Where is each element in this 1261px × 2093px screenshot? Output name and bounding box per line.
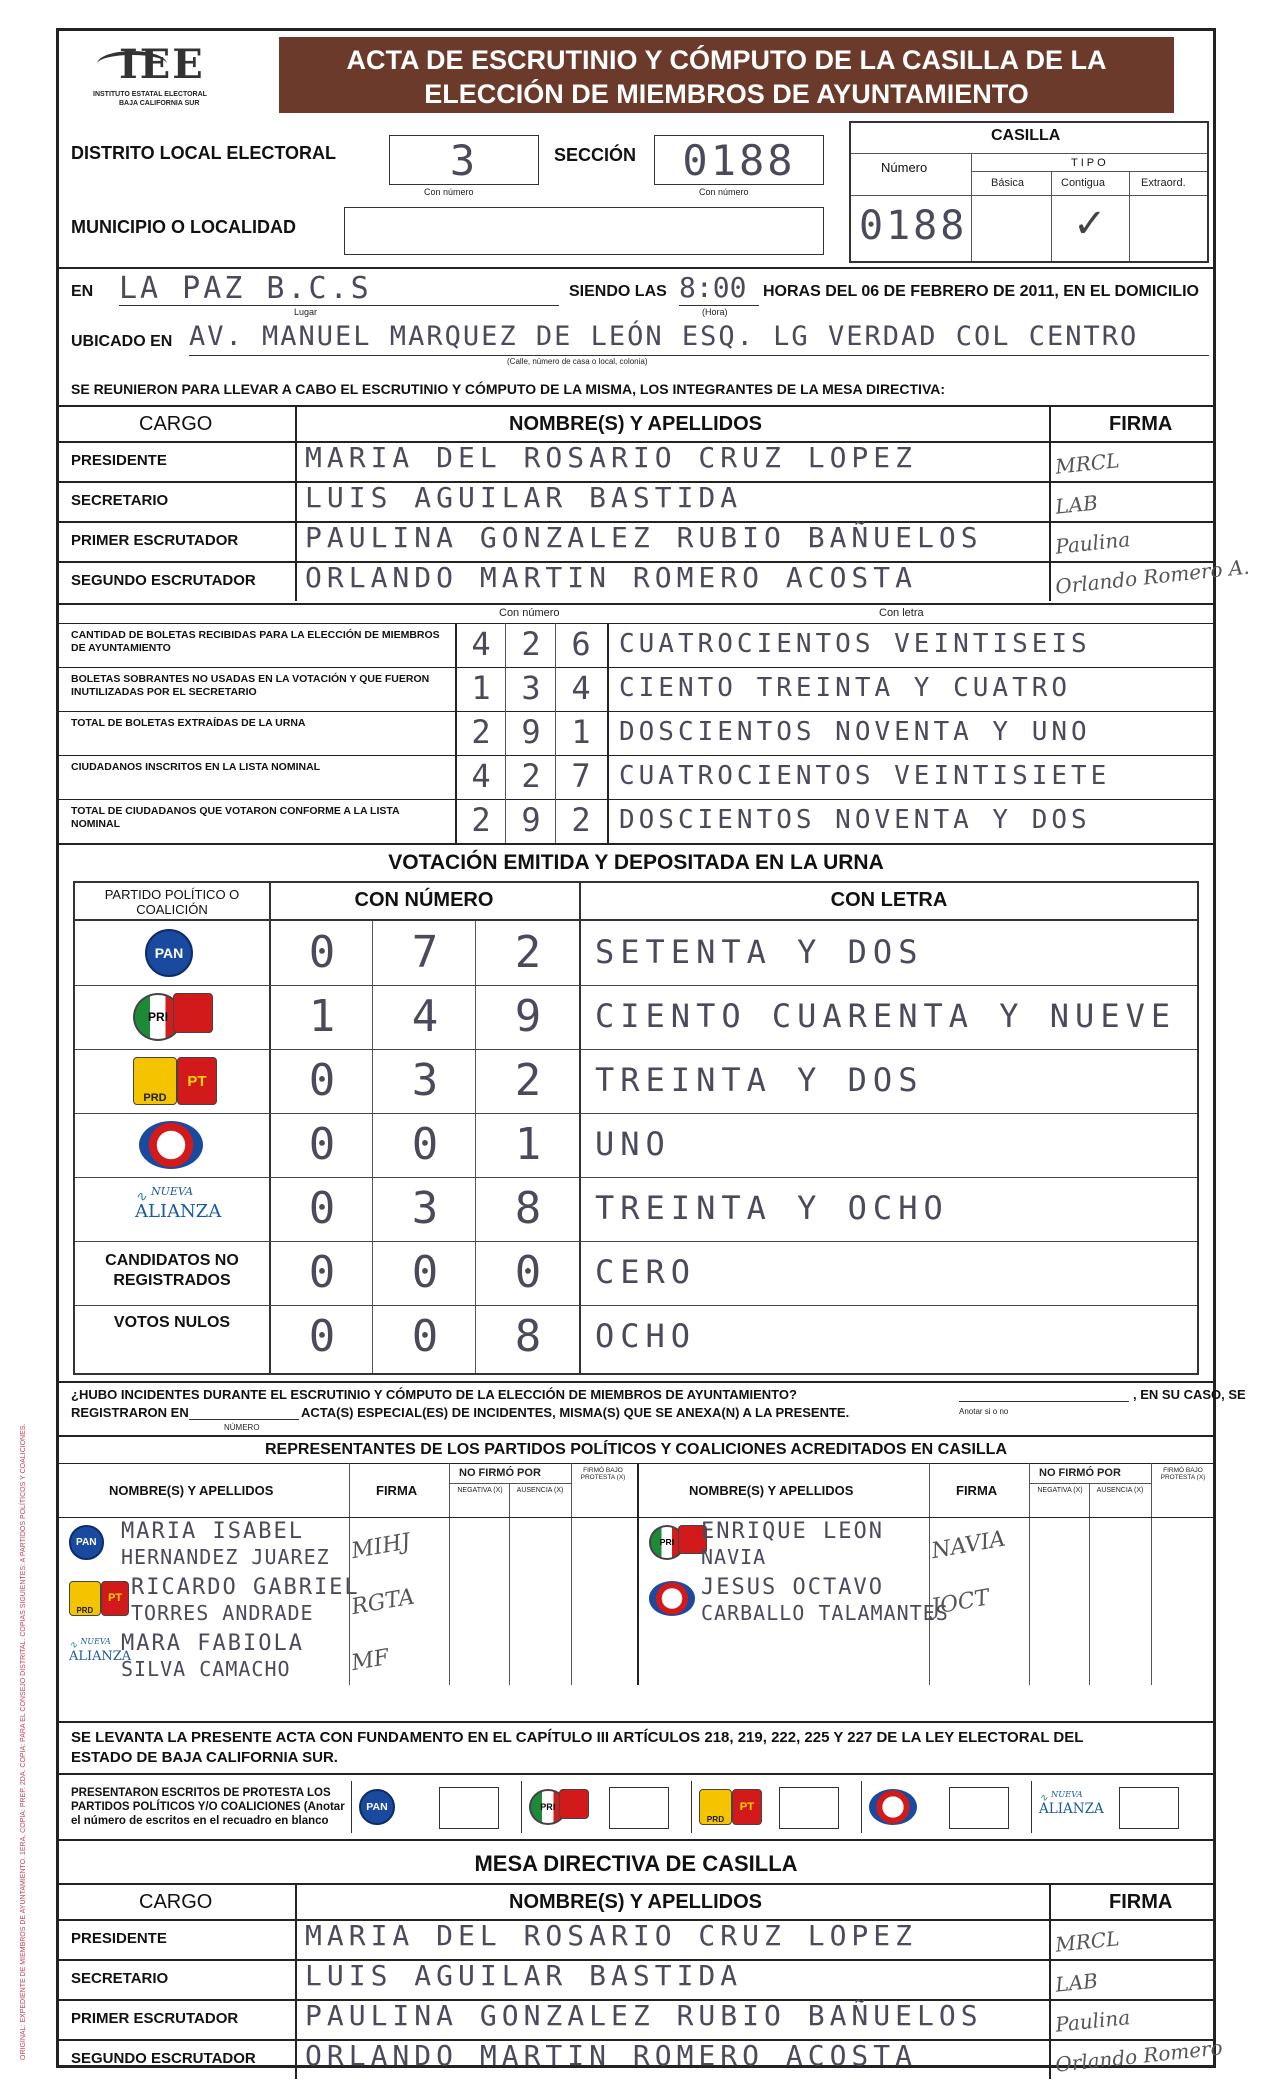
incidentes-line-2-end: ACTA(S) ESPECIAL(ES) DE INCIDENTES, MISMA(S) QUE SE ANEXA(N) A LA PRESENTE. — [301, 1405, 850, 1420]
divider — [691, 1781, 692, 1833]
letra-cell[interactable]: CUATROCIENTOS VEINTISEIS — [619, 629, 1091, 659]
boletas-row — [59, 623, 1213, 667]
no-firmo-header: NO FIRMÓ POR — [459, 1467, 541, 1479]
vote-digit[interactable]: 0 — [308, 1247, 336, 1298]
cargo-cell: SEGUNDO ESCRUTADOR — [71, 2050, 256, 2067]
nombre-cell[interactable]: MARIA DEL ROSARIO CRUZ LOPEZ — [305, 1919, 918, 1952]
digit-cell[interactable]: 9 — [521, 713, 541, 751]
divider — [637, 1463, 639, 1685]
seccion-hint: Con número — [699, 187, 749, 197]
nombre-cell[interactable]: LUIS AGUILAR BASTIDA — [305, 1959, 743, 1992]
protesta-count-box[interactable] — [439, 1787, 499, 1829]
nombre-cell[interactable]: ORLANDO MARTIN ROMERO ACOSTA — [305, 561, 918, 594]
divider — [59, 1463, 1213, 1464]
mesa-row — [59, 1959, 1213, 1999]
boletas-row — [59, 799, 1213, 843]
vote-digit[interactable]: 0 — [308, 1183, 336, 1234]
rep-nombre-header: NOMBRE(S) Y APELLIDOS — [689, 1483, 854, 1498]
vote-digit[interactable]: 0 — [411, 1311, 439, 1362]
pan-icon: PAN — [145, 929, 193, 977]
rep-nombre-1[interactable]: MARA FABIOLA — [121, 1631, 304, 1656]
mesa-row — [59, 1919, 1213, 1959]
digit-cell[interactable]: 1 — [471, 669, 491, 707]
vote-digit[interactable]: 2 — [514, 1055, 542, 1106]
rep-firma-header: FIRMA — [956, 1483, 998, 1498]
mesa-bottom-title: MESA DIRECTIVA DE CASILLA — [474, 1851, 798, 1876]
vote-digit[interactable]: 7 — [411, 927, 439, 978]
digit-cell[interactable]: 2 — [471, 713, 491, 751]
cargo-cell: PRIMER ESCRUTADOR — [71, 532, 239, 549]
pt-icon: PT — [732, 1789, 762, 1825]
no-firmo-header: NO FIRMÓ POR — [1039, 1467, 1121, 1479]
mesa-row — [59, 1999, 1213, 2039]
divider — [505, 799, 506, 843]
rep-nombre-2[interactable]: NAVIA — [701, 1545, 767, 1569]
votacion-table — [73, 881, 1199, 1375]
divider — [555, 799, 556, 843]
casilla-box — [849, 121, 1209, 263]
vote-digit[interactable]: 0 — [514, 1247, 542, 1298]
cargo-cell: SEGUNDO ESCRUTADOR — [71, 572, 256, 589]
anotar-hint: Anotar si o no — [959, 1407, 1009, 1416]
calle-hint: (Calle, número de casa o local, colonia) — [507, 357, 648, 366]
firma-signature: Orlando Romero — [1054, 2035, 1224, 2077]
divider — [505, 711, 506, 755]
firma-header: FIRMA — [1109, 413, 1173, 435]
votacion-row — [75, 1049, 1197, 1113]
digit-cell[interactable]: 2 — [521, 757, 541, 795]
vote-digit[interactable]: 4 — [411, 991, 439, 1042]
divider — [59, 1435, 1213, 1437]
firma-signature: MRCL — [1054, 448, 1121, 479]
rep-firma: MIHJ — [349, 1529, 413, 1565]
mesa-row — [59, 521, 1213, 561]
en-value: LA PAZ B.C.S — [119, 271, 559, 306]
cargo-header: CARGO — [139, 1891, 213, 1913]
con-numero-header: CON NÚMERO — [354, 889, 494, 911]
divider — [555, 623, 556, 667]
protesta-count-box[interactable] — [609, 1787, 669, 1829]
rep-firma: JOCT — [929, 1585, 992, 1621]
en-label: EN — [71, 283, 94, 300]
pt-icon: PT — [101, 1581, 130, 1616]
letra-cell[interactable]: CUATROCIENTOS VEINTISIETE — [619, 761, 1111, 791]
casilla-numero-value: 0188 — [859, 203, 968, 249]
renovacion-icon — [649, 1581, 695, 1616]
vote-digit[interactable]: 0 — [308, 927, 336, 978]
representante-row — [59, 1517, 634, 1573]
representantes-title: REPRESENTANTES DE LOS PARTIDOS POLÍTICOS Y COALICIONES ACREDITADOS EN CASILLA — [265, 1441, 1007, 1458]
divider — [449, 1483, 571, 1484]
pri-icon: PRI — [529, 1789, 567, 1825]
letra-cell[interactable]: DOSCIENTOS NOVENTA Y DOS — [619, 805, 1091, 835]
vote-letra[interactable]: CERO — [595, 1253, 697, 1291]
prd-icon: PRD — [699, 1789, 732, 1825]
horas-text: HORAS DEL 06 DE FEBRERO DE 2011, EN EL DOMICILIO — [763, 283, 1199, 300]
numero-hint: NÚMERO — [224, 1423, 260, 1432]
distrito-label: DISTRITO LOCAL ELECTORAL — [71, 143, 337, 163]
nueva-alianza-swoosh-icon: ∿ — [135, 1189, 147, 1205]
protesta-text-1: PRESENTARON ESCRITOS DE PROTESTA LOS — [71, 1787, 331, 1799]
mesa-row — [59, 554, 1251, 601]
nueva-alianza-text: NUEVA — [151, 1185, 194, 1198]
logo-swoosh-icon — [97, 51, 167, 77]
cargo-cell: PRIMER ESCRUTADOR — [71, 2010, 239, 2027]
divider — [861, 1781, 862, 1833]
firma-signature: LAB — [1054, 1968, 1099, 1997]
divider — [59, 1883, 1213, 1885]
representante-row — [639, 1517, 1214, 1573]
boletas-label: BOLETAS SOBRANTES NO USADAS EN LA VOTACIÓN Y QUE FUERON INUTILIZADAS POR EL SECRETARIO — [71, 673, 430, 698]
letra-cell[interactable]: CIENTO TREINTA Y CUATRO — [619, 673, 1072, 703]
votacion-row — [75, 1241, 1197, 1305]
con-numero-header: Con número — [499, 607, 560, 619]
nueva-alianza-text: NUEVA — [1051, 1789, 1083, 1799]
rep-nombre-header: NOMBRE(S) Y APELLIDOS — [109, 1483, 274, 1498]
boletas-row — [59, 667, 1213, 711]
lugar-hint: Lugar — [294, 307, 318, 317]
logo-institute: INSTITUTO ESTATAL ELECTORAL — [93, 91, 207, 98]
cargo-cell: SECRETARIO — [71, 492, 169, 509]
numero-label: Número — [881, 160, 928, 175]
incidentes-number-field[interactable] — [189, 1419, 299, 1420]
logo-state: BAJA CALIFORNIA SUR — [119, 100, 200, 107]
nombre-cell[interactable]: MARIA DEL ROSARIO CRUZ LOPEZ — [305, 441, 918, 474]
nueva-alianza-swoosh-icon: ∿ — [1039, 1792, 1048, 1804]
vote-digit[interactable]: 0 — [308, 1311, 336, 1362]
mesa-row — [59, 441, 1213, 481]
title-line-2: ELECCIÓN DE MIEMBROS DE AYUNTAMIENTO — [424, 79, 1029, 109]
protesta-text-2: PARTIDOS POLÍTICOS Y/O COALICIONES (Anotar — [71, 1801, 345, 1813]
divider — [1029, 1483, 1151, 1484]
pt-icon: PT — [177, 1057, 217, 1105]
title-band — [279, 37, 1174, 113]
rep-firma-header: FIRMA — [376, 1483, 418, 1498]
rep-nombre-1[interactable]: JESUS OCTAVO — [701, 1575, 884, 1600]
boletas-label: TOTAL DE CIUDADANOS QUE VOTARON CONFORME A LA LISTA NOMINAL — [71, 805, 400, 830]
side-note: ORIGINAL: EXPEDIENTE DE MIEMBROS DE AYUNTAMIENTO. 1ERA. COPIA: PREP. 2DA. COPIA: PARA EL CONSEJO DISTRITAL. COPIAS SIGUIENTES: A PARTIDOS POLÍTICOS Y COALICIONES. — [20, 1423, 27, 2060]
acta-sheet — [56, 28, 1251, 2077]
vote-digit[interactable]: 2 — [514, 927, 542, 978]
pvem-icon — [559, 1789, 589, 1819]
nombre-header: NOMBRE(S) Y APELLIDOS — [509, 413, 762, 435]
protesta-count-box[interactable] — [1119, 1787, 1179, 1829]
boletas-row — [59, 711, 1213, 755]
divider — [555, 711, 556, 755]
distrito-value: 3 — [449, 136, 479, 185]
renovacion-icon — [139, 1121, 203, 1169]
vote-digit[interactable]: 8 — [514, 1183, 542, 1234]
divider — [555, 667, 556, 711]
representante-row — [639, 1573, 1214, 1629]
rep-firma: RGTA — [349, 1584, 417, 1621]
ausencia-header: AUSENCIA (X) — [1096, 1487, 1144, 1494]
boletas-label: TOTAL DE BOLETAS EXTRAÍDAS DE LA URNA — [71, 717, 306, 729]
rep-nombre-2[interactable]: SILVA CAMACHO — [121, 1657, 291, 1681]
vote-digit[interactable]: 0 — [411, 1119, 439, 1170]
vote-digit[interactable]: 0 — [308, 1119, 336, 1170]
pan-icon: PAN — [359, 1789, 395, 1825]
seccion-label: SECCIÓN — [554, 145, 637, 165]
pri-icon: PRI — [649, 1525, 685, 1560]
mesa-row — [59, 2035, 1224, 2079]
rep-firma: MF — [349, 1644, 392, 1677]
siendo-label: SIENDO LAS — [569, 283, 667, 300]
ubicado-label: UBICADO EN — [71, 333, 173, 350]
vote-letra[interactable]: CIENTO CUARENTA Y NUEVE — [595, 997, 1177, 1035]
vote-letra[interactable]: TREINTA Y OCHO — [595, 1189, 949, 1227]
digit-cell[interactable]: 3 — [521, 669, 541, 707]
negativa-header: NEGATIVA (X) — [457, 1487, 503, 1494]
incidentes-line-1: ¿HUBO INCIDENTES DURANTE EL ESCRUTINIO Y CÓMPUTO DE LA ELECCIÓN DE MIEMBROS DE AYUNTAMIENTO? — [71, 1387, 797, 1402]
rep-nombre-1[interactable]: ENRIQUE LEON — [701, 1519, 884, 1544]
vote-letra[interactable]: UNO — [595, 1125, 671, 1163]
nueva-alianza-text: ALIANZA — [1039, 1801, 1104, 1817]
divider — [59, 1517, 1213, 1518]
digit-cell[interactable]: 4 — [571, 669, 591, 707]
divider — [1031, 1781, 1032, 1833]
negativa-header: NEGATIVA (X) — [1037, 1487, 1083, 1494]
boletas-label: CIUDADANOS INSCRITOS EN LA LISTA NOMINAL — [71, 761, 321, 773]
representante-row — [59, 1573, 634, 1629]
iee-logo — [79, 37, 229, 115]
pan-icon: PAN — [69, 1525, 104, 1560]
digit-cell[interactable]: 4 — [471, 625, 491, 663]
nueva-alianza-text: NUEVA — [80, 1637, 111, 1646]
nueva-alianza-text: ALIANZA — [135, 1201, 222, 1222]
prd-icon: PRD — [133, 1057, 177, 1105]
municipio-label: MUNICIPIO O LOCALIDAD — [71, 217, 296, 237]
vote-digit[interactable]: 3 — [411, 1055, 439, 1106]
digit-cell[interactable]: 2 — [571, 801, 591, 839]
logo-mark: IEE — [119, 41, 205, 88]
vote-letra[interactable]: TREINTA Y DOS — [595, 1061, 924, 1099]
contigua-label: Contigua — [1061, 177, 1106, 189]
divider — [555, 755, 556, 799]
distrito-hint: Con número — [424, 187, 474, 197]
cargo-header: CARGO — [139, 413, 213, 435]
reunieron-text: SE REUNIERON PARA LLEVAR A CABO EL ESCRUTINIO Y CÓMPUTO DE LA MISMA, LOS INTEGRANTES DE LA MESA DIRECTIVA: — [71, 381, 946, 397]
letra-cell[interactable]: DOSCIENTOS NOVENTA Y UNO — [619, 717, 1091, 747]
rep-firma: NAVIA — [929, 1526, 1008, 1565]
divider — [505, 623, 506, 667]
firma-signature: LAB — [1054, 490, 1099, 519]
incidentes-answer-field[interactable] — [959, 1401, 1129, 1402]
vote-digit[interactable]: 9 — [514, 991, 542, 1042]
fundamento-line-1: SE LEVANTA LA PRESENTE ACTA CON FUNDAMENTO EN EL CAPÍTULO III ARTÍCULOS 218, 219, 222, 225 Y 227 DE LA LEY ELECTORAL DEL — [71, 1729, 1084, 1746]
nueva-alianza-text: ALIANZA — [69, 1648, 132, 1664]
digit-cell[interactable]: 2 — [521, 625, 541, 663]
protesta-count-box[interactable] — [949, 1787, 1009, 1829]
votacion-title: VOTACIÓN EMITIDA Y DEPOSITADA EN LA URNA — [388, 851, 884, 874]
vote-letra[interactable]: OCHO — [595, 1317, 697, 1355]
protesta-header: FIRMÓ BAJO PROTESTA (X) — [1160, 1467, 1206, 1481]
basica-label: Básica — [991, 177, 1025, 189]
seccion-value: 0188 — [682, 136, 796, 185]
digit-cell[interactable]: 4 — [471, 757, 491, 795]
rep-nombre-2[interactable]: CARBALLO TALAMANTES — [701, 1601, 949, 1625]
prd-icon: PRD — [69, 1581, 101, 1616]
cargo-cell: PRESIDENTE — [71, 452, 167, 469]
casilla-label: CASILLA — [991, 127, 1061, 144]
vote-digit[interactable]: 1 — [308, 991, 336, 1042]
digit-cell[interactable]: 2 — [471, 801, 491, 839]
firma-signature: MRCL — [1054, 1926, 1121, 1957]
votacion-row — [75, 1113, 1197, 1177]
boletas-row — [59, 755, 1213, 799]
incidentes-line-2-start: REGISTRARON EN — [71, 1405, 189, 1420]
vote-letra[interactable]: SETENTA Y DOS — [595, 933, 924, 971]
rep-nombre-2[interactable]: TORRES ANDRADE — [131, 1601, 314, 1625]
protesta-text-3: el número de escritos en el recuadro en blanco — [71, 1815, 329, 1827]
title-line-1: ACTA DE ESCRUTINIO Y CÓMPUTO DE LA CASILLA DE LA — [346, 45, 1107, 75]
horas-hint: (Hora) — [702, 307, 728, 317]
firma-signature: Paulina — [1054, 527, 1132, 559]
votacion-row — [75, 921, 1197, 985]
con-letra-header: CON LETRA — [830, 889, 948, 911]
nombre-cell[interactable]: LUIS AGUILAR BASTIDA — [305, 481, 743, 514]
nombre-cell[interactable]: ORLANDO MARTIN ROMERO ACOSTA — [305, 2039, 918, 2072]
distrito-field[interactable] — [389, 135, 539, 185]
party-name: CANDIDATOS NO REGISTRADOS — [105, 1252, 239, 1289]
hora-value: 8:00 — [679, 271, 759, 306]
seccion-field[interactable] — [654, 135, 824, 185]
representante-row — [59, 1629, 634, 1685]
mesa-row — [59, 481, 1213, 521]
divider — [59, 603, 1213, 605]
nombre-header: NOMBRE(S) Y APELLIDOS — [509, 1891, 762, 1913]
ubicado-value: AV. MANUEL MARQUEZ DE LEÓN ESQ. LG VERDAD COL CENTRO — [189, 321, 1209, 356]
con-letra-header: Con letra — [879, 607, 924, 619]
cargo-cell: PRESIDENTE — [71, 1930, 167, 1947]
nombre-cell[interactable]: PAULINA GONZALEZ RUBIO BAÑUELOS — [305, 1999, 983, 2032]
tipo-label: TIPO — [1071, 157, 1109, 169]
renovacion-icon — [869, 1789, 917, 1825]
ausencia-header: AUSENCIA (X) — [516, 1487, 564, 1494]
digit-cell[interactable]: 9 — [521, 801, 541, 839]
divider — [505, 755, 506, 799]
vote-digit[interactable]: 8 — [514, 1311, 542, 1362]
party-name: VOTOS NULOS — [113, 1314, 231, 1331]
firma-signature: Orlando Romero A. — [1054, 554, 1251, 599]
divider — [351, 1781, 352, 1833]
rep-nombre-2[interactable]: HERNANDEZ JUAREZ — [121, 1545, 330, 1569]
municipio-field[interactable] — [344, 207, 824, 255]
divider — [59, 843, 1213, 845]
nueva-alianza-swoosh-icon: ∿ — [69, 1639, 78, 1651]
votacion-row — [75, 1177, 1197, 1241]
pvem-icon — [173, 993, 213, 1033]
incidentes-line-1-end: , EN SU CASO, SE — [1133, 1387, 1246, 1402]
protesta-header: FIRMÓ BAJO PROTESTA (X) — [580, 1467, 626, 1481]
digit-cell[interactable]: 6 — [571, 625, 591, 663]
rep-nombre-1[interactable]: RICARDO GABRIEL — [131, 1575, 360, 1600]
vote-digit[interactable]: 1 — [514, 1119, 542, 1170]
firma-header: FIRMA — [1109, 1891, 1173, 1913]
votacion-row — [75, 1305, 1197, 1369]
firma-signature: Paulina — [1054, 2005, 1132, 2037]
digit-cell[interactable]: 7 — [571, 757, 591, 795]
vote-digit[interactable]: 3 — [411, 1183, 439, 1234]
rep-nombre-1[interactable]: MARIA ISABEL — [121, 1519, 304, 1544]
protesta-count-box[interactable] — [779, 1787, 839, 1829]
divider — [59, 1839, 1213, 1841]
fundamento-line-2: ESTADO DE BAJA CALIFORNIA SUR. — [71, 1749, 338, 1766]
pri-icon: PRI — [133, 993, 183, 1041]
divider — [521, 1781, 522, 1833]
digit-cell[interactable]: 1 — [571, 713, 591, 751]
boletas-label: CANTIDAD DE BOLETAS RECIBIDAS PARA LA ELECCIÓN DE MIEMBROS DE AYUNTAMIENTO — [71, 629, 440, 654]
divider — [505, 667, 506, 711]
vote-digit[interactable]: 0 — [308, 1055, 336, 1106]
nombre-cell[interactable]: PAULINA GONZALEZ RUBIO BAÑUELOS — [305, 521, 983, 554]
contigua-check-icon: ✓ — [1073, 202, 1107, 246]
partido-header: PARTIDO POLÍTICO O COALICIÓN — [104, 887, 240, 917]
cargo-cell: SECRETARIO — [71, 1970, 169, 1987]
votacion-row — [75, 985, 1197, 1049]
vote-digit[interactable]: 0 — [411, 1247, 439, 1298]
extraord-label: Extraord. — [1141, 177, 1186, 189]
